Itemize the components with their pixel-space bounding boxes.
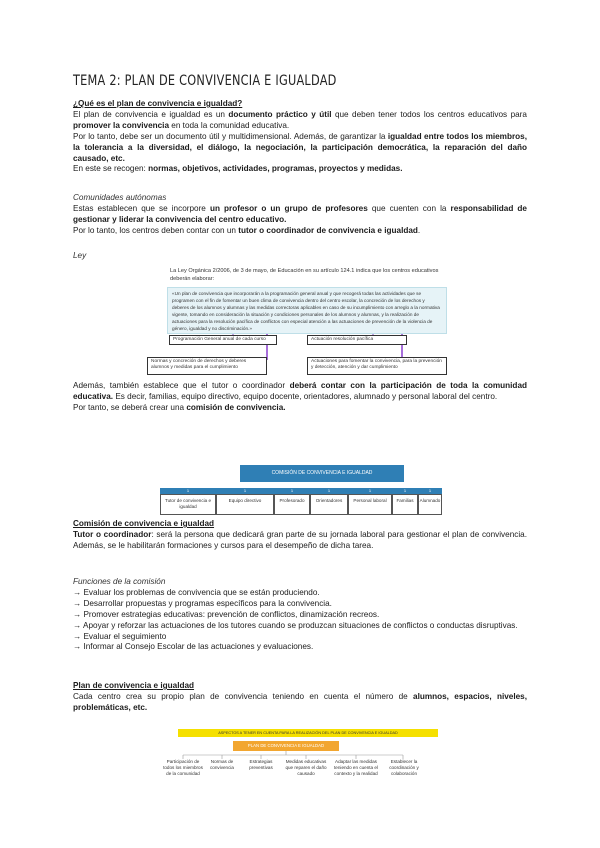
section-heading: ¿Qué es el plan de convivencia e igualdad? xyxy=(73,99,243,108)
plan-leaf: Establecer la coordinación y colaboración xyxy=(389,759,419,776)
plan-diagram xyxy=(158,729,458,801)
section-heading: Funciones de la comisión xyxy=(73,577,166,586)
commission-member-number: 1 xyxy=(368,488,372,493)
list-item: → Evaluar el seguimiento xyxy=(73,631,167,641)
section-what-is-plan xyxy=(73,99,527,175)
list-item: → Promover estrategias educativas: prevención de conflictos, dinamización recreos. xyxy=(73,609,380,619)
list-item: → Desarrollar propuestas y programas específicos para la convivencia. xyxy=(73,598,332,608)
paragraph: Por tanto, se deberá crear una comisión de convivencia. xyxy=(73,402,286,412)
paragraph: El plan de convivencia e igualdad es un documento práctico y útil que deben tener todos los centros educativos para promover la convivencia en toda la comunidad educativa. xyxy=(73,109,527,130)
commission-member: Equipo directivo xyxy=(216,494,274,515)
commission-member-number: 1 xyxy=(243,488,247,493)
page-title: TEMA 2: PLAN DE CONVIVENCIA E IGUALDAD xyxy=(73,73,337,89)
plan-leaf: Estrategias preventivas xyxy=(249,759,273,770)
paragraph: Por lo tanto, debe ser un documento útil y multidimensional. Además, de garantizar la igualdad entre todos los miembros, la tolerancia a la diversidad, el diálogo, la negociación, la participación democrática, la reparación del daño causado, etc. xyxy=(73,131,527,163)
commission-member-number: 1 xyxy=(403,488,407,493)
commission-member: Personal laboral xyxy=(348,494,392,515)
paragraph: Además, también establece que el tutor o coordinador deberá contar con la participación de toda la comunidad educativa. Es decir, familias, equipo directivo, equipo docente, orientadores, alumnado y personal laboral del centro. xyxy=(73,381,527,401)
law-node-peaceful-resolution: Actuación resolución pacífica xyxy=(307,335,407,345)
section-law-text xyxy=(73,381,527,414)
section-autonomous-communities xyxy=(73,193,527,237)
commission-member: Orientadores xyxy=(310,494,348,515)
law-node-actions: Actuaciones para fomentar la convivencia, para la prevención y detección, atención y dar cumplimiento xyxy=(307,357,447,375)
plan-leaf: Participación de todos los miembros de la comunidad xyxy=(163,759,203,776)
list-item: → Evaluar los problemas de convivencia que se están produciendo. xyxy=(73,587,320,597)
paragraph: Cada centro crea su propio plan de convivencia teniendo en cuenta el número de alumnos, espacios, niveles, problemáticas, etc. xyxy=(73,691,527,712)
paragraph: Tutor o coordinador: será la persona que dedicará gran parte de su jornada laboral para gestionar el plan de convivencia. Además, se le habilitarán formaciones y cursos para el desempeño de dicha tarea. xyxy=(73,529,527,550)
section-plan xyxy=(73,681,527,714)
section-heading: Comisión de convivencia e igualdad xyxy=(73,519,215,528)
section-commission xyxy=(73,519,527,552)
law-lead-text: La Ley Orgánica 2/2006, de 3 de mayo, de Educación en su artículo 124.1 indica que los centros educativos deberán elaborar: xyxy=(170,268,439,282)
commission-member-number: 1 xyxy=(186,488,190,493)
plan-center-node: PLAN DE CONVIVENCIA E IGUALDAD xyxy=(233,741,339,751)
commission-member: Profesorado xyxy=(274,494,310,515)
commission-member: Tutor de convivencia e igualdad xyxy=(160,494,216,515)
law-quote-box: «Un plan de convivencia que incorporarán a la programación general anual y que recogerá todas las actividades que se programen con el fin de fomentar un buen clima de convivencia dentro del centro escolar, la concreción de los derechos y deberes de los alumnos y alumnas y las medidas correctoras aplicables en caso de su incumplimiento con arreglo a la normativa vigente, tomando en consideración la situación y condiciones personales de los alumnos y alumnas, y la realización de actuaciones para la resolución pacífica de conflictos con especial atención a las actuaciones de prevención de la violencia de género, igualdad y no discriminación.» xyxy=(167,287,447,334)
section-heading: Ley xyxy=(73,251,87,260)
law-node-annual-programming: Programación General anual de cada curso xyxy=(169,335,277,345)
law-node-rules: Normas y concreción de derechos y deberes alumnos y medidas para el cumplimiento xyxy=(147,357,267,375)
list-item: → Apoyar y reforzar las actuaciones de los tutores cuando se produzcan situaciones de conflictos o conductas disruptivas. xyxy=(73,620,518,630)
law-diagram xyxy=(147,267,455,375)
commission-member: Alumnado xyxy=(418,494,442,515)
list-item: → Informar al Consejo Escolar de las actuaciones y evaluaciones. xyxy=(73,642,314,652)
plan-leaf: Normas de convivencia xyxy=(209,759,234,770)
paragraph: Por lo tanto, los centros deben contar con un tutor o coordinador de convivencia e igualdad. xyxy=(73,225,421,235)
section-heading: Comunidades autónomas xyxy=(73,193,167,202)
paragraph: En este se recogen: normas, objetivos, actividades, programas, proyectos y medidas. xyxy=(73,164,403,174)
paragraph: Estas establecen que se incorpore un profesor o un grupo de profesores que cuenten con la responsabilidad de gestionar y liderar la convivencia del centro educativo. xyxy=(73,203,527,224)
section-functions xyxy=(73,577,527,653)
section-heading: Plan de convivencia e igualdad xyxy=(73,681,195,690)
commission-member: Familias xyxy=(392,494,418,515)
commission-header: COMISIÓN DE CONVIVENCIA E IGUALDAD xyxy=(240,465,404,482)
section-law-heading xyxy=(73,251,527,262)
plan-top-banner: ASPECTOS A TENER EN CUENTA PARA LA REALIZACIÓN DEL PLAN DE CONVIVENCIA E IGUALDAD xyxy=(178,729,438,737)
plan-leaf: Adaptar las medidas teniendo en cuenta el contexto y la realidad xyxy=(334,759,378,776)
plan-leaf: Medidas educativas que reparen el daño causado xyxy=(285,759,327,776)
commission-member-number: 1 xyxy=(327,488,331,493)
commission-member-number: 1 xyxy=(428,488,432,493)
commission-member-number: 1 xyxy=(290,488,294,493)
commission-diagram xyxy=(160,465,442,517)
